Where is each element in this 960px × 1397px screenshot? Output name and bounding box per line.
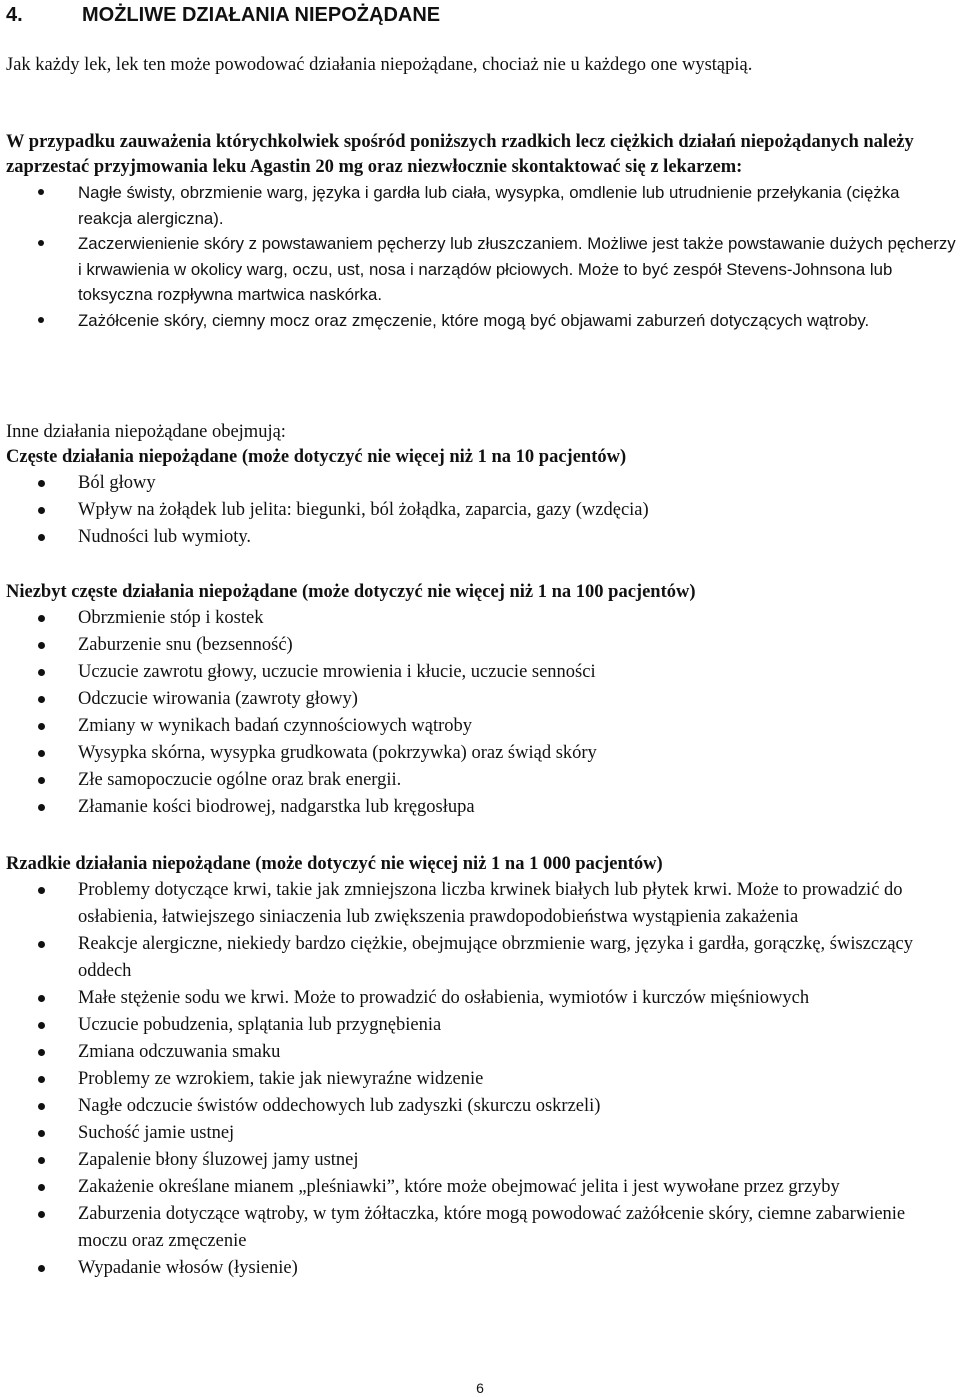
bullet-icon — [38, 750, 45, 757]
section-heading — [6, 3, 440, 27]
uncommon-effects-heading: Niezbyt częste działania niepożądane (może dotyczyć nie więcej niż 1 na 100 pacjentów) — [6, 582, 696, 602]
bullet-icon — [38, 777, 45, 784]
list-item: Zaczerwienienie skóry z powstawaniem pęcherzy lub złuszczaniem. Możliwe jest także powstawanie dużych pęcherzy i krwawienia w okolicy warg, oczu, ust, nosa i narządów płciowych. Może to być zespół Stevens-Johnsona lub toksyczna rozpływna martwica naskórka. — [6, 231, 956, 308]
list-item: Problemy dotyczące krwi, takie jak zmniejszona liczba krwinek białych lub płytek krwi. Może to prowadzić do osłabienia, łatwiejszego siniaczenia lub zwiększenia prawdopodobieństwa wystąpienia zakażenia — [6, 877, 956, 931]
list-item: Wpływ na żołądek lub jelita: biegunki, ból żołądka, zaparcia, gazy (wzdęcia) — [6, 497, 956, 524]
rare-effects-heading: Rzadkie działania niepożądane (może dotyczyć nie więcej niż 1 na 1 000 pacjentów) — [6, 854, 663, 874]
list-item: Uczucie zawrotu głowy, uczucie mrowienia i kłucie, uczucie senności — [6, 659, 956, 686]
bullet-icon — [38, 1157, 45, 1164]
list-item: Zaburzenia dotyczące wątroby, w tym żółtaczka, które mogą powodować zażółcenie skóry, ciemne zabarwienie moczu oraz zmęczenie — [6, 1201, 956, 1255]
bullet-icon — [38, 1076, 45, 1083]
bullet-icon — [38, 1103, 45, 1110]
list-item: Zapalenie błony śluzowej jamy ustnej — [6, 1147, 956, 1174]
bullet-icon — [38, 995, 45, 1002]
list-item: Suchość jamie ustnej — [6, 1120, 956, 1147]
list-item: Nagłe odczucie świstów oddechowych lub zadyszki (skurczu oskrzeli) — [6, 1093, 956, 1120]
section-number: 4. — [6, 4, 23, 26]
section-title: MOŻLIWE DZIAŁANIA NIEPOŻĄDANE — [82, 4, 441, 26]
bullet-icon — [38, 804, 45, 811]
common-effects-list — [6, 470, 956, 551]
bullet-icon — [38, 240, 44, 246]
bullet-icon — [38, 507, 45, 514]
bullet-icon — [38, 1265, 45, 1272]
other-effects-intro: Inne działania niepożądane obejmują: — [6, 422, 286, 442]
bullet-icon — [38, 534, 45, 541]
list-item: Nudności lub wymioty. — [6, 524, 956, 551]
list-item: Zażółcenie skóry, ciemny mocz oraz zmęczenie, które mogą być objawami zaburzeń dotyczących wątroby. — [6, 308, 956, 334]
serious-effects-list — [6, 180, 956, 333]
bullet-icon — [38, 615, 45, 622]
list-item: Ból głowy — [6, 470, 956, 497]
bullet-icon — [38, 696, 45, 703]
bullet-icon — [38, 669, 45, 676]
bullet-icon — [38, 480, 45, 487]
list-item: Odczucie wirowania (zawroty głowy) — [6, 686, 956, 713]
list-item: Złe samopoczucie ogólne oraz brak energii. — [6, 767, 956, 794]
bullet-icon — [38, 317, 44, 323]
list-item: Wysypka skórna, wysypka grudkowata (pokrzywka) oraz świąd skóry — [6, 740, 956, 767]
common-effects-block — [6, 420, 956, 551]
list-item: Wypadanie włosów (łysienie) — [6, 1255, 956, 1282]
uncommon-effects-list — [6, 605, 956, 821]
list-item: Obrzmienie stóp i kostek — [6, 605, 956, 632]
rare-effects-block — [6, 852, 956, 1282]
list-item: Zmiany w wynikach badań czynnościowych wątroby — [6, 713, 956, 740]
list-item: Zmiana odczuwania smaku — [6, 1039, 956, 1066]
bullet-icon — [38, 1022, 45, 1029]
bullet-icon — [38, 723, 45, 730]
serious-effects-block — [6, 130, 956, 333]
intro-paragraph: Jak każdy lek, lek ten może powodować działania niepożądane, chociaż nie u każdego one wystąpią. — [6, 55, 753, 75]
list-item: Małe stężenie sodu we krwi. Może to prowadzić do osłabienia, wymiotów i kurczów mięśniowych — [6, 985, 956, 1012]
bullet-icon — [38, 189, 44, 195]
bullet-icon — [38, 1130, 45, 1137]
list-item: Nagłe świsty, obrzmienie warg, języka i gardła lub ciała, wysypka, omdlenie lub utrudnienie przełykania (ciężka reakcja alergiczna). — [6, 180, 956, 231]
bullet-icon — [38, 941, 45, 948]
bullet-icon — [38, 642, 45, 649]
list-item: Zakażenie określane mianem „pleśniawki”, które może obejmować jelita i jest wywołane przez grzyby — [6, 1174, 956, 1201]
serious-effects-heading: W przypadku zauważenia którychkolwiek spośród poniższych rzadkich lecz ciężkich działań niepożądanych należy zaprzestać przyjmowania leku Agastin 20 mg oraz niezwłocznie skontaktować się z lekarzem: — [6, 132, 914, 177]
rare-effects-list — [6, 877, 956, 1282]
list-item: Uczucie pobudzenia, splątania lub przygnębienia — [6, 1012, 956, 1039]
bullet-icon — [38, 1184, 45, 1191]
bullet-icon — [38, 1049, 45, 1056]
list-item: Złamanie kości biodrowej, nadgarstka lub kręgosłupa — [6, 794, 956, 821]
intro-block — [6, 53, 956, 78]
list-item: Problemy ze wzrokiem, takie jak niewyraźne widzenie — [6, 1066, 956, 1093]
page-number: 6 — [476, 1380, 484, 1396]
bullet-icon — [38, 887, 45, 894]
uncommon-effects-block — [6, 580, 956, 821]
bullet-icon — [38, 1211, 45, 1218]
list-item: Reakcje alergiczne, niekiedy bardzo ciężkie, obejmujące obrzmienie warg, języka i gardła, gorączkę, świszczący oddech — [6, 931, 956, 985]
list-item: Zaburzenie snu (bezsenność) — [6, 632, 956, 659]
common-effects-heading: Częste działania niepożądane (może dotyczyć nie więcej niż 1 na 10 pacjentów) — [6, 447, 627, 467]
